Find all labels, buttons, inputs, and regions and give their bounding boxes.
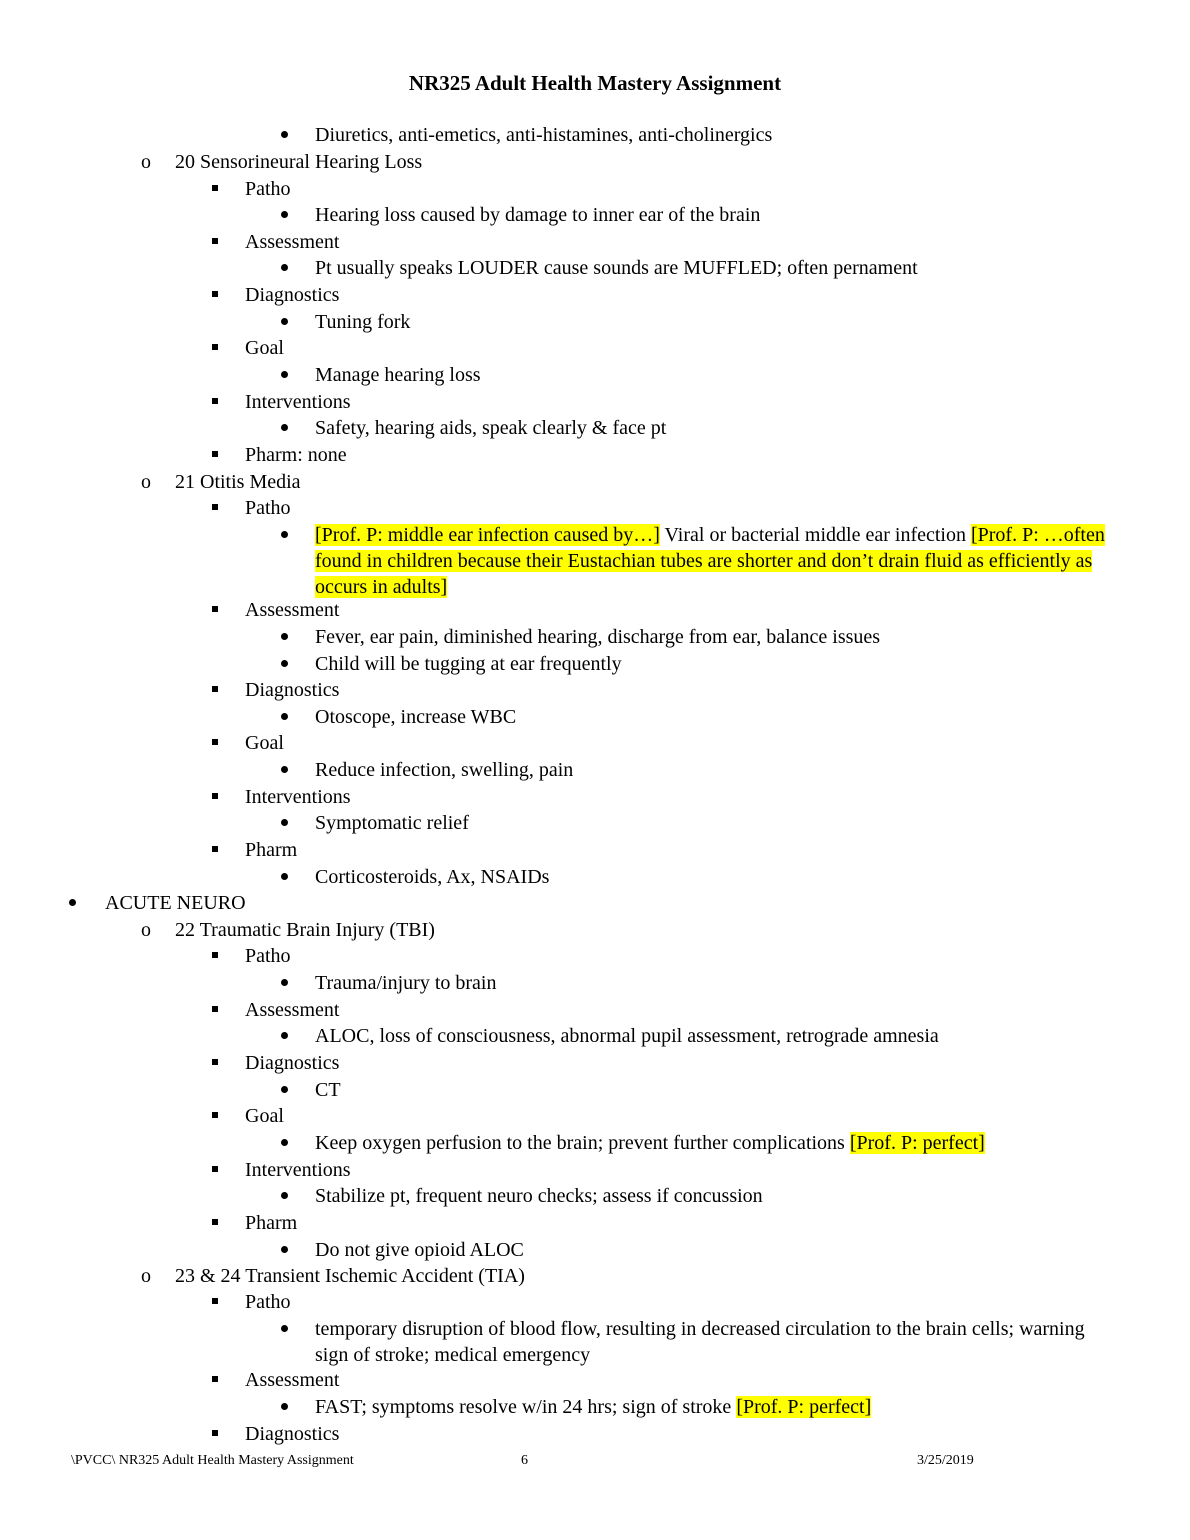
list-item: Patho [245, 945, 291, 967]
list-item: Safety, hearing aids, speak clearly & face pt [315, 417, 667, 439]
list-item-text: Keep oxygen perfusion to the brain; prevent further complications [315, 1132, 850, 1154]
bullet-dot [281, 979, 288, 986]
list-item: ALOC, loss of consciousness, abnormal pupil assessment, retrograde amnesia [315, 1025, 939, 1047]
list-item-highlighted [315, 522, 1125, 600]
bullet-dot [281, 660, 288, 667]
list-item: Manage hearing loss [315, 364, 481, 386]
list-item: Diuretics, anti-emetics, anti-histamines, anti-cholinergics [315, 124, 773, 146]
list-item: Interventions [245, 391, 351, 413]
bullet-dot [281, 424, 288, 431]
bullet-circle: o [141, 919, 151, 941]
list-item: Fever, ear pain, diminished hearing, discharge from ear, balance issues [315, 626, 881, 648]
professor-comment: [Prof. P: perfect] [736, 1396, 872, 1418]
list-item: Child will be tugging at ear frequently [315, 653, 622, 675]
bullet-square [212, 1112, 218, 1118]
bullet-square [212, 344, 218, 350]
list-item: Assessment [245, 999, 340, 1021]
bullet-dot [281, 1139, 288, 1146]
bullet-square [212, 1376, 218, 1382]
list-item-highlighted [315, 1394, 871, 1420]
list-item: Trauma/injury to brain [315, 972, 497, 994]
bullet-dot [281, 1192, 288, 1199]
list-item: Diagnostics [245, 1423, 340, 1445]
bullet-square [212, 504, 218, 510]
section-heading: 22 Traumatic Brain Injury (TBI) [175, 919, 435, 941]
list-item: Pt usually speaks LOUDER cause sounds are MUFFLED; often pernament [315, 257, 918, 279]
document-title: NR325 Adult Health Mastery Assignment [408, 71, 782, 95]
bullet-dot [281, 819, 288, 826]
list-item: temporary disruption of blood flow, resulting in decreased circulation to the brain cells; warning sign of stroke; medical emergency [315, 1318, 1085, 1366]
list-item: Assessment [245, 599, 340, 621]
list-item-highlighted [315, 1130, 985, 1156]
bullet-dot [281, 1086, 288, 1093]
footer-page-number: 6 [521, 1453, 528, 1468]
bullet-dot [281, 713, 288, 720]
bullet-square [212, 686, 218, 692]
bullet-square [212, 238, 218, 244]
bullet-square [212, 846, 218, 852]
bullet-dot [281, 318, 288, 325]
list-item-text: Viral or bacterial middle ear infection [659, 524, 971, 546]
bullet-square [212, 185, 218, 191]
bullet-circle: o [141, 151, 151, 173]
list-item: Pharm [245, 1212, 298, 1234]
bullet-square [212, 1298, 218, 1304]
list-item: Interventions [245, 1159, 351, 1181]
list-item: Assessment [245, 1369, 340, 1391]
list-item: Interventions [245, 786, 351, 808]
bullet-dot [281, 873, 288, 880]
bullet-square [212, 606, 218, 612]
list-item: Diagnostics [245, 284, 340, 306]
list-item: Patho [245, 178, 291, 200]
list-item: Pharm [245, 839, 298, 861]
list-item: Goal [245, 337, 284, 359]
list-item: Patho [245, 497, 291, 519]
bullet-square [212, 1166, 218, 1172]
bullet-dot [281, 131, 288, 138]
section-heading: 21 Otitis Media [175, 471, 301, 493]
bullet-square [212, 1006, 218, 1012]
bullet-square [212, 739, 218, 745]
list-item: Tuning fork [315, 311, 411, 333]
bullet-dot [281, 1032, 288, 1039]
list-item-text: FAST; symptoms resolve w/in 24 hrs; sign of stroke [315, 1396, 737, 1418]
footer-document-path: \PVCC\ NR325 Adult Health Mastery Assignment [71, 1453, 354, 1468]
bullet-circle: o [141, 471, 151, 493]
bullet-dot [69, 899, 76, 906]
list-item: Pharm: none [245, 444, 347, 466]
bullet-square [212, 1430, 218, 1436]
professor-comment: [Prof. P: …often found in children because their Eustachian tubes are shorter and don’t drain fluid as efficiently as occurs in adults] [315, 524, 1105, 598]
bullet-dot [281, 531, 288, 538]
list-item: Symptomatic relief [315, 812, 469, 834]
bullet-dot [281, 633, 288, 640]
bullet-dot [281, 1325, 288, 1332]
bullet-square [212, 398, 218, 404]
list-item: CT [315, 1079, 341, 1101]
section-heading: 20 Sensorineural Hearing Loss [175, 151, 423, 173]
bullet-square [212, 291, 218, 297]
bullet-dot [281, 766, 288, 773]
list-item: Otoscope, increase WBC [315, 706, 517, 728]
bullet-dot [281, 1246, 288, 1253]
bullet-dot [281, 1403, 288, 1410]
list-item: Goal [245, 1105, 284, 1127]
bullet-dot [281, 264, 288, 271]
list-item: Assessment [245, 231, 340, 253]
bullet-dot [281, 211, 288, 218]
bullet-square [212, 952, 218, 958]
section-heading: 23 & 24 Transient Ischemic Accident (TIA) [175, 1265, 525, 1287]
bullet-dot [281, 371, 288, 378]
bullet-square [212, 1219, 218, 1225]
bullet-square [212, 1059, 218, 1065]
list-item: Diagnostics [245, 1052, 340, 1074]
top-level-heading: ACUTE NEURO [105, 892, 246, 914]
bullet-circle: o [141, 1265, 151, 1287]
list-item: Corticosteroids, Ax, NSAIDs [315, 866, 550, 888]
list-item: Do not give opioid ALOC [315, 1239, 524, 1261]
list-item: Hearing loss caused by damage to inner ear of the brain [315, 204, 761, 226]
list-item: Reduce infection, swelling, pain [315, 759, 574, 781]
list-item: Stabilize pt, frequent neuro checks; assess if concussion [315, 1185, 763, 1207]
bullet-square [212, 451, 218, 457]
footer-date: 3/25/2019 [917, 1453, 974, 1468]
bullet-square [212, 793, 218, 799]
professor-comment: [Prof. P: perfect] [849, 1132, 985, 1154]
list-item: Patho [245, 1291, 291, 1313]
list-item: Diagnostics [245, 679, 340, 701]
professor-comment: [Prof. P: middle ear infection caused by…] [315, 524, 660, 546]
list-item: Goal [245, 732, 284, 754]
